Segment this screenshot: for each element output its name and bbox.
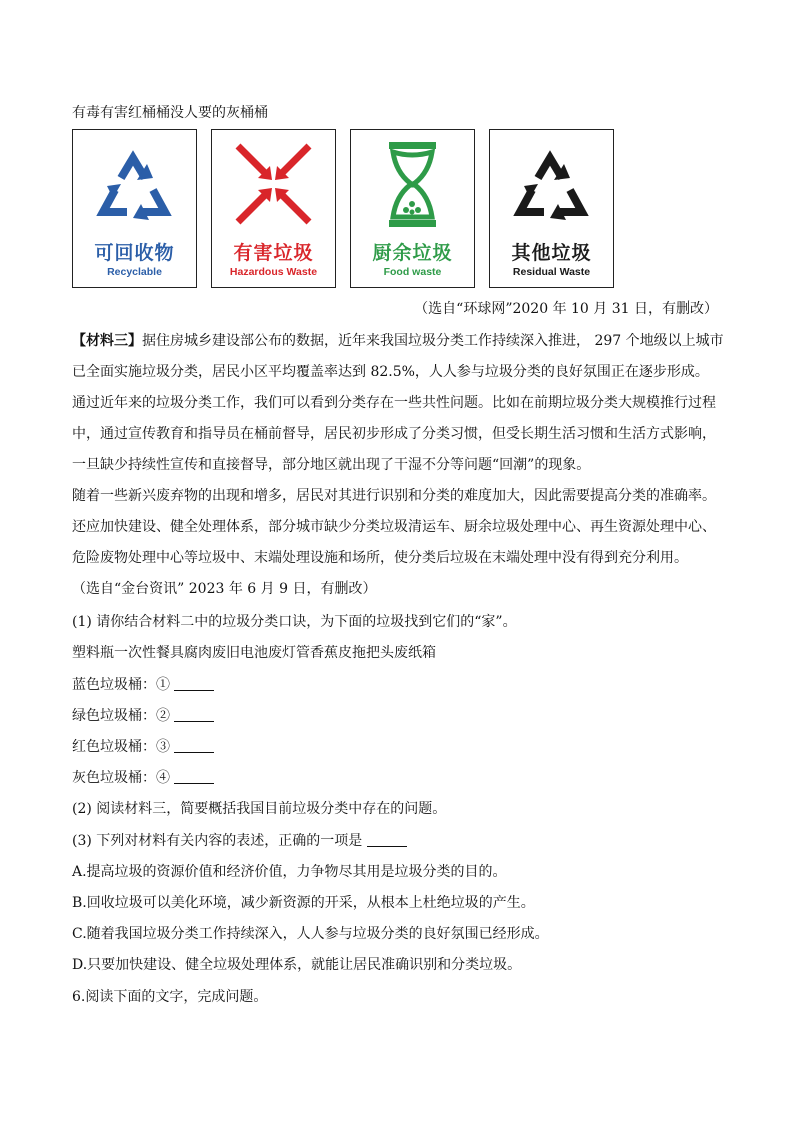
blue-bin-answer: [72, 675, 214, 695]
material3-line: 危险废物处理中心等垃圾中、末端处理设施和场所，使分类后垃圾在末端处理中没有得到充分利用。: [72, 550, 688, 566]
answer-blank[interactable]: [174, 769, 214, 784]
material3-line: 已全面实施垃圾分类，居民小区平均覆盖率达到 82.5%，人人参与垃圾分类的良好氛围正在逐步形成。: [72, 364, 709, 380]
hazard-arrows-icon: [222, 138, 325, 230]
food-waste-bin-card: [350, 129, 475, 288]
bin-label-en: Recyclable: [107, 266, 162, 278]
answer-blank[interactable]: [367, 832, 407, 847]
option-d: D.只要加快建设、健全垃圾处理体系，就能让居民准确识别和分类垃圾。: [72, 957, 522, 973]
answer-label: 灰色垃圾桶：④: [72, 770, 170, 786]
answer-blank[interactable]: [174, 738, 214, 753]
material3-line: 随着一些新兴废弃物的出现和增多，居民对其进行识别和分类的难度加大，因此需要提高分类的准确率。: [72, 488, 716, 504]
residual-bin-card: [489, 129, 614, 288]
answer-label: 绿色垃圾桶：②: [72, 708, 170, 724]
recycle-arrows-icon: [83, 138, 186, 230]
green-bin-answer: [72, 706, 214, 726]
source-citation: （选自“金台资讯” 2023 年 6 月 9 日，有删改）: [72, 581, 377, 597]
bin-label-cn: 其他垃圾: [511, 242, 592, 264]
intro-line: 有毒有害红桶桶没人要的灰桶桶: [72, 105, 268, 121]
answer-label: 红色垃圾桶：③: [72, 739, 170, 755]
material3-tag: 【材料三】: [72, 333, 142, 349]
hazardous-bin-card: [211, 129, 336, 288]
bin-label-cn: 有害垃圾: [233, 242, 314, 264]
bin-label-en: Hazardous Waste: [229, 266, 318, 278]
question-1-stem: (1) 请你结合材料二中的垃圾分类口诀，为下面的垃圾找到它们的“家”。: [72, 614, 517, 630]
bin-label-en: Residual Waste: [512, 266, 591, 278]
option-c: C.随着我国垃圾分类工作持续深入，人人参与垃圾分类的良好氛围已经形成。: [72, 926, 549, 942]
recyclable-bin-card: [72, 129, 197, 288]
material3-line: 一旦缺少持续性宣传和直接督导，部分地区就出现了干湿不分等问题“回潮”的现象。: [72, 457, 591, 473]
answer-blank[interactable]: [174, 676, 214, 691]
bin-image-strip: [72, 129, 632, 289]
material3-line: 还应加快建设、健全处理体系，部分城市缺少分类垃圾清运车、厨余垃圾处理中心、再生资源处理中心、: [72, 519, 716, 535]
question-3-stem: (3) 下列对材料有关内容的表述，正确的一项是: [72, 833, 363, 849]
bin-label-en: Food waste: [383, 266, 442, 278]
question-1-items: 塑料瓶一次性餐具腐肉废旧电池废灯管香蕉皮拖把头废纸箱: [72, 645, 436, 661]
material3-text: 据住房城乡建设部公布的数据，近年来我国垃圾分类工作持续深入推进， 297 个地级以上城市: [142, 333, 724, 349]
option-b: B.回收垃圾可以美化环境，减少新资源的开采，从根本上杜绝垃圾的产生。: [72, 895, 535, 911]
bin-label-cn: 厨余垃圾: [372, 242, 453, 264]
source-citation: （选自“环球网”2020 年 10 月 31 日，有删改）: [414, 301, 718, 317]
material3-line: 中，通过宣传教育和指导员在桶前督导，居民初步形成了分类习惯，但受长期生活习惯和生活方式影响，: [72, 426, 716, 442]
gray-bin-answer: [72, 768, 214, 788]
bin-label-cn: 可回收物: [94, 242, 175, 264]
red-bin-answer: [72, 737, 214, 757]
option-a: A.提高垃圾的资源价值和经济价值，力争物尽其用是垃圾分类的目的。: [72, 864, 507, 880]
material3-line: 通过近年来的垃圾分类工作，我们可以看到分类存在一些共性问题。比如在前期垃圾分类大规模推行过程: [72, 395, 716, 411]
question-2: (2) 阅读材料三，简要概括我国目前垃圾分类中存在的问题。: [72, 801, 447, 817]
recycle-arrows-icon: [500, 138, 603, 230]
answer-blank[interactable]: [174, 707, 214, 722]
hourglass-icon: [361, 138, 464, 230]
answer-label: 蓝色垃圾桶：①: [72, 677, 170, 693]
material3-line: [72, 331, 724, 351]
question-6: 6.阅读下面的文字，完成问题。: [72, 989, 268, 1005]
question-3-line: [72, 831, 407, 851]
